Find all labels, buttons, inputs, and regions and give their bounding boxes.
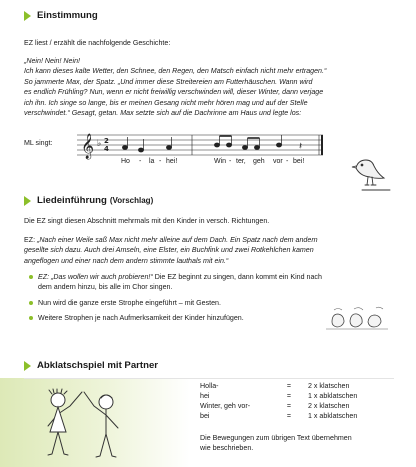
note-text: [200, 433, 352, 454]
quarter-rest-icon: 𝄽: [299, 141, 303, 152]
table-cell-equals: =: [286, 392, 292, 400]
table-cell-word: Winter, geh vor-: [200, 402, 251, 410]
table-cell-action: 1 x abklatschen: [308, 392, 358, 400]
story-line: „Nach einer Weile saß Max nicht mehr alleine auf dem Dach. Ein Spatz nach dem andern: [37, 236, 318, 244]
bullet-dot-icon: [29, 316, 33, 320]
table-cell-word: bei: [200, 412, 210, 420]
section-subtitle: (Vorschlag): [109, 196, 154, 205]
story-line: Ich kann dieses kalte Wetter, den Schnee, den Regen, den Matsch einfach nicht mehr ertragen.“: [24, 67, 327, 76]
lyric-syllable: hei!: [166, 158, 178, 165]
story-text: EZ: „Nach einer Weile saß Max nicht mehr alleine auf dem Dach. Ein Spatz nach dem andern gesellte sich dazu. Auch drei Amseln, eine Elster, ein Buchfink und zwei Rotkehlchen kamen angeflogen und einer nach dem andern stimmte lauthals mit ein.“: [24, 236, 318, 265]
story-line: verschwindet.“ Gesagt, getan. Max setzte sich auf die Dachrinne am Haus und legte los:: [24, 109, 302, 118]
list-item: [38, 298, 358, 308]
table-cell-equals: =: [286, 412, 292, 420]
green-triangle-icon: [24, 361, 31, 371]
intro-text: EZ liest / erzählt die nachfolgende Geschichte:: [24, 39, 171, 47]
list-item: [38, 313, 358, 323]
story-line: ich ihn. Ich singe so lange, bis er meinen Gesang nicht mehr hören mag und auf der Stelle: [24, 98, 308, 107]
section-heading-einstimmung: [24, 10, 98, 21]
bullet-dot-icon: [29, 301, 33, 305]
music-staff: [77, 131, 323, 161]
lyric-syllable: geh: [253, 158, 265, 165]
story-line: angeflogen und einer nach dem andern stimmte lauthals mit ein.“: [24, 256, 229, 265]
list-item-text: Die EZ beginnt zu singen, dann kommt ein Kind nach: [152, 273, 322, 281]
list-item-quote: EZ: „Das wollen wir auch probieren!“: [38, 273, 153, 281]
table-cell-equals: =: [286, 402, 292, 410]
table-cell-action: 2 x klatschen: [308, 402, 350, 410]
lyric-syllable: -: [159, 158, 162, 165]
lyric-syllable: vor: [273, 158, 283, 165]
table-cell-word: Holla-: [200, 382, 219, 390]
children-clapping-illustration: [38, 384, 138, 464]
green-triangle-icon: [24, 196, 31, 206]
section-title: Liedeinführung: [37, 195, 107, 206]
sparrow-illustration: [350, 148, 392, 192]
section-title: Einstimmung: [37, 10, 98, 21]
lyric-syllable: ter,: [236, 158, 246, 165]
lyric-syllable: bei!: [293, 158, 305, 165]
lyric-syllable: la: [149, 158, 155, 165]
note-line: wie beschrieben.: [200, 444, 254, 453]
table-cell-word: hei: [200, 392, 210, 400]
story-line: „Nein! Nein! Nein!: [24, 57, 80, 65]
section-heading-liedeinfuehrung: [24, 195, 153, 206]
story-line: es endlich Frühling? Nun, wenn er nicht freiwillig verschwinden will, dieser Winter, dann verjage: [24, 88, 324, 97]
section-title: Abklatschspiel mit Partner: [37, 360, 159, 371]
table-row: [200, 381, 357, 391]
list-item-text: dem andern hinzu, bis alle im Chor singen.: [38, 283, 173, 292]
table-cell-action: 1 x abklatschen: [308, 412, 358, 420]
list-item-text: Nun wird die ganze erste Strophe eingeführt – mit Gesten.: [38, 298, 221, 307]
note-line: Die Bewegungen zum übrigen Text übernehmen: [200, 434, 352, 442]
lyric-syllable: -: [139, 158, 142, 165]
bullet-dot-icon: [29, 275, 33, 279]
treble-clef-icon: 𝄞: [81, 134, 95, 159]
ml-label: ML singt:: [24, 139, 53, 147]
svg-text:♭: ♭: [97, 139, 102, 149]
divider: [24, 378, 394, 379]
lyric-syllable: -: [286, 158, 289, 165]
section-heading-abklatschspiel: [24, 360, 158, 371]
green-triangle-icon: [24, 11, 31, 21]
table-row: [200, 401, 357, 411]
svg-text:4: 4: [104, 145, 109, 153]
intro-text: Die EZ singt diesen Abschnitt mehrmals mit den Kinder in versch. Richtungen.: [24, 217, 270, 225]
list-item-text: Weitere Strophen je nach Aufmerksamkeit der Kinder hinzufügen.: [38, 314, 244, 323]
table-cell-action: 2 x klatschen: [308, 382, 350, 390]
birds-illustration: [326, 306, 388, 330]
clap-table: [200, 381, 357, 421]
table-row: [200, 411, 357, 421]
list-item: [38, 272, 358, 293]
svg-text:2: 2: [104, 137, 109, 145]
lyric-syllable: -: [229, 158, 232, 165]
story-text: [24, 56, 326, 118]
story-line: gesellte sich dazu. Auch drei Amseln, eine Elster, ein Buchfink und zwei Rotkehlchen kamen: [24, 246, 314, 255]
bullet-list: [38, 272, 358, 324]
story-line: So jammerte Max, der Spatz. „Und immer diese Streitereien am Futterhäuschen. Wann wird: [24, 77, 313, 86]
table-row: [200, 391, 357, 401]
table-cell-equals: =: [286, 382, 292, 390]
lyric-syllable: Ho: [121, 158, 130, 165]
lyric-syllable: Win: [214, 158, 227, 165]
